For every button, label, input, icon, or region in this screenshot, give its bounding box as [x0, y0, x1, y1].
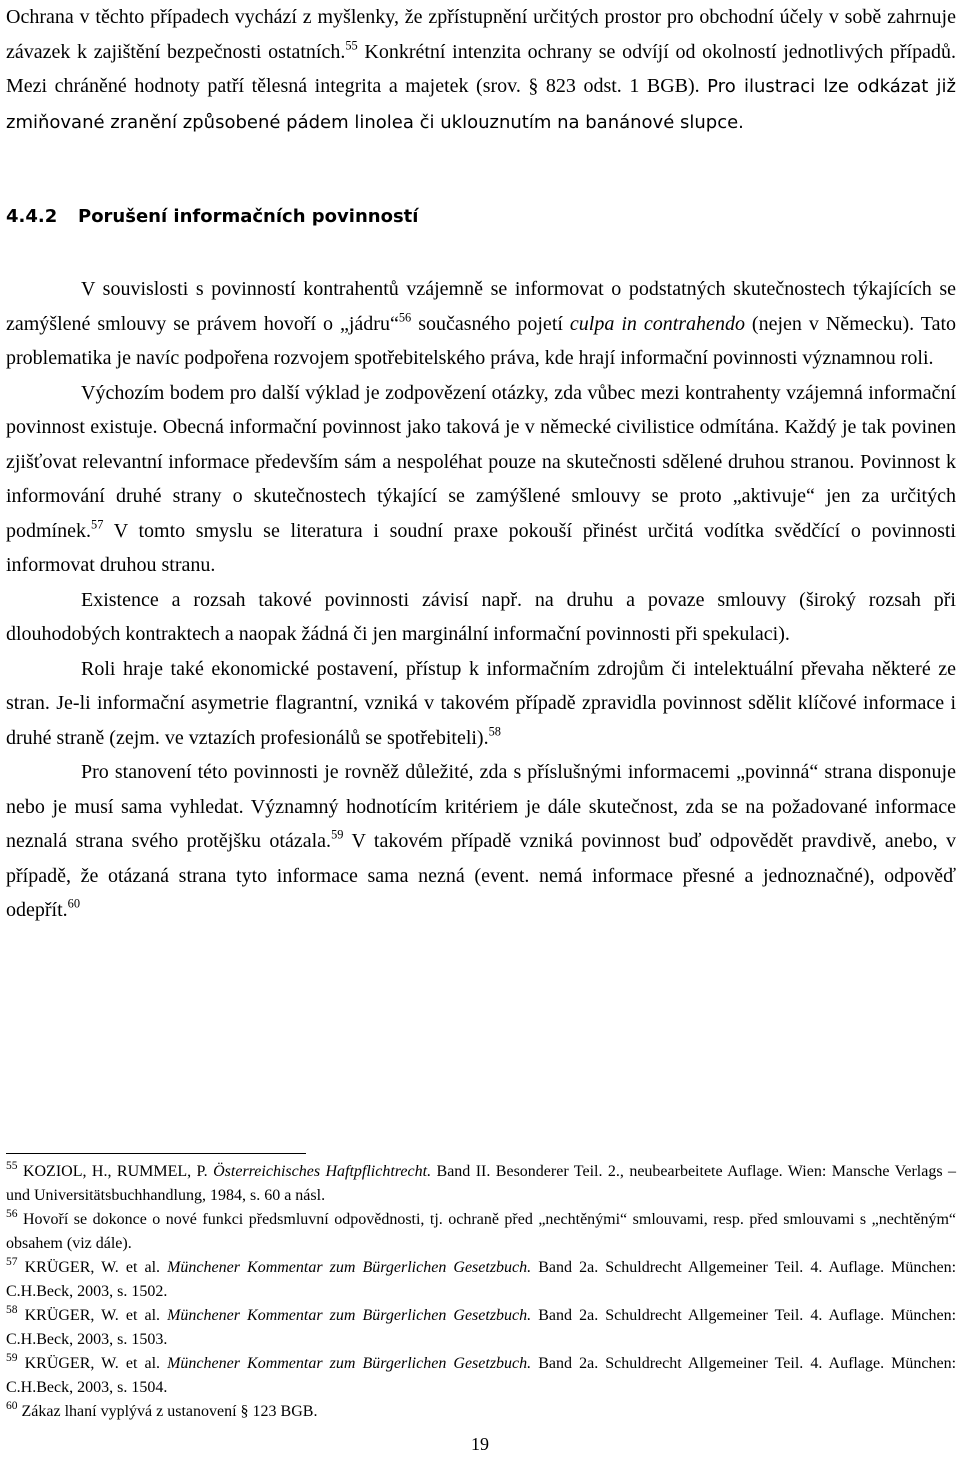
page-number: 19: [471, 1434, 489, 1454]
text-run: V souvislosti s povinností kontrahentů vzájemně se informovat o podstatných skutečnostech týkajících se zamýšlené smlouvy se právem hovoří o „jádru“: [6, 278, 956, 335]
paragraph-3: [6, 583, 956, 652]
footnotes: [6, 1160, 956, 1424]
footnote-number: 59: [6, 1352, 18, 1365]
footnote-number: 58: [6, 1304, 18, 1317]
footnote-text: KRÜGER, W. et al.: [17, 1259, 168, 1276]
text-run: současného pojetí: [411, 312, 570, 335]
section-number: 4.4.2: [6, 206, 58, 227]
paragraph-1: [6, 272, 956, 376]
text-run: Ochrana v těchto případech vychází z myšlenky, že zpřístupnění určitých prostor pro obchodní účely v sobě zahrnuje závazek k zajištění bezpečnosti ostatních.: [6, 6, 956, 63]
footnote-title: Münchener Kommentar zum Bürgerlichen Gesetzbuch.: [167, 1307, 532, 1324]
paragraph-5: [6, 755, 956, 928]
footnote-number: 60: [6, 1400, 18, 1413]
footnote-number: 56: [6, 1208, 18, 1221]
footnote-60: [6, 1400, 956, 1424]
intro-paragraph: [6, 0, 956, 140]
footnote-text: Band 2a. Schuldrecht Allgemeiner Teil. 4. Auflage. München: C.H.Beck, 2003, s. 1503.: [6, 1307, 957, 1348]
footnote-text: Band 2a. Schuldrecht Allgemeiner Teil. 4. Auflage. München: C.H.Beck, 2003, s. 1504.: [6, 1355, 957, 1396]
text-run: Pro stanovení této povinnosti je rovněž důležité, zda s příslušnými informacemi „povinná“ strana disponuje nebo je musí sama vyhledat. Významný hodnotícím kritériem je dále skutečnost, zda se na požadované informace neznalá strana svého protějšku otázala.: [6, 761, 956, 852]
footnote-text: Band II. Besonderer Teil. 2., neubearbeitete Auflage. Wien: Mansche Verlags – und Universitätsbuchhandlung, 1984, s. 60 a násl.: [6, 1163, 957, 1204]
footnote-title: Münchener Kommentar zum Bürgerlichen Gesetzbuch.: [167, 1355, 532, 1372]
section-body: [6, 272, 956, 928]
paragraph-4: [6, 652, 956, 756]
text-run: Existence a rozsah takové povinnosti závisí např. na druhu a povaze smlouvy (široký rozsah při dlouhodobých kontraktech a naopak žádná či jen marginální informační povinnosti při spekulaci).: [6, 588, 956, 645]
footnote-ref-60[interactable]: 60: [67, 896, 81, 911]
text-run: Pro ilustraci lze odkázat již zmiňované zranění způsobené pádem linolea či uklouznutím na banánové slupce.: [6, 76, 956, 133]
footnote-text: KOZIOL, H., RUMMEL, P.: [17, 1163, 214, 1180]
text-run: V tomto smyslu se literatura i soudní praxe pokouší přinést určitá vodítka svědčící o povinnosti informovat druhou stranu.: [6, 519, 956, 576]
text-run: V takovém případě vzniká povinnost buď odpovědět pravdivě, anebo, v případě, že otázaná strana tyto informace sama nezná (event. nemá informace přesné a jednoznačné), odpověď odepřít.: [6, 830, 956, 921]
footnote-number: 57: [6, 1256, 18, 1269]
text-run: Roli hraje také ekonomické postavení, přístup k informačním zdrojům či intelektuální převaha některé ze stran. Je-li informační asymetrie flagrantní, vzniká v takovém případě zpravidla povinnost sdělit klíčové informace i druhé straně (zejm. ve vztazích profesionálů se spotřebiteli).: [6, 657, 956, 749]
paragraph-2: [6, 376, 956, 583]
footnote-59: [6, 1352, 956, 1400]
footnote-title: Österreichisches Haftpflichtrecht.: [213, 1163, 432, 1180]
italic-term: culpa in contrahendo: [569, 312, 745, 335]
footnote-text: KRÜGER, W. et al.: [17, 1355, 168, 1372]
footnote-55: [6, 1160, 956, 1208]
footnote-text: Band 2a. Schuldrecht Allgemeiner Teil. 4. Auflage. München: C.H.Beck, 2003, s. 1502.: [6, 1259, 957, 1300]
footnote-57: [6, 1256, 956, 1304]
footnote-ref-59[interactable]: 59: [331, 827, 344, 842]
footnote-number: 55: [6, 1160, 18, 1173]
footnote-ref-57[interactable]: 57: [91, 516, 104, 531]
footnote-ref-55[interactable]: 55: [345, 37, 358, 52]
text-run: (nejen v Německu). Tato problematika je navíc podpořena rozvojem spotřebitelského práva, kde hrají informační povinnosti významnou roli.: [6, 312, 957, 369]
footnote-58: [6, 1304, 956, 1352]
section-heading: [6, 206, 418, 227]
section-title: Porušení informačních povinností: [78, 206, 419, 227]
footnote-ref-56[interactable]: 56: [398, 309, 412, 324]
footnote-56: [6, 1208, 956, 1256]
footnote-text: Zákaz lhaní vyplývá z ustanovení § 123 BGB.: [17, 1403, 318, 1420]
footnote-text: KRÜGER, W. et al.: [17, 1307, 168, 1324]
footnote-text: Hovoří se dokonce o nové funkci předsmluvní odpovědnosti, tj. ochraně před „nechtěnými“ smlouvami, resp. před smlouvami s „nechtěným“ obsahem (viz dále).: [6, 1211, 956, 1252]
footnote-title: Münchener Kommentar zum Bürgerlichen Gesetzbuch.: [167, 1259, 532, 1276]
text-run: Konkrétní intenzita ochrany se odvíjí od okolností jednotlivých případů. Mezi chráněné hodnoty patří tělesná integrita a majetek (srov. § 823 odst. 1 BGB).: [6, 40, 956, 97]
footnote-ref-58[interactable]: 58: [488, 723, 501, 738]
text-run: Výchozím bodem pro další výklad je zodpovězení otázky, zda vůbec mezi kontrahenty vzájemná informační povinnost existuje. Obecná informační povinnost jako taková je v německé civilistice odmítána. Každý je tak povinen zjišťovat relevantní informace především sám a nespoléhat pouze na skutečnosti sdělené druhou stranou. Povinnost k informování druhé strany o skutečnostech týkající se zamýšlené smlouvy se proto „aktivuje“ jen za určitých podmínek.: [6, 381, 956, 542]
footnote-divider: [6, 1153, 306, 1154]
